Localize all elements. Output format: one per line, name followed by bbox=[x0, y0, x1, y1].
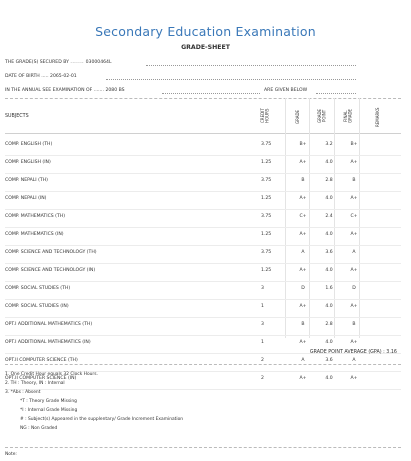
credit-hours: 1.25 bbox=[261, 160, 272, 165]
grade-point: 2.4 bbox=[325, 214, 333, 219]
header-subjects: SUBJECTS bbox=[5, 114, 29, 119]
header-credit-hours: CREDIT HOURS bbox=[260, 108, 270, 124]
grade: B bbox=[301, 322, 305, 327]
grade: A+ bbox=[299, 376, 307, 381]
note-line: 1. One Credit Hour equals 32 Clock Hours. bbox=[5, 372, 98, 377]
table-row bbox=[5, 317, 401, 336]
grade: A+ bbox=[299, 304, 307, 309]
secured-by-value: 03000464L bbox=[85, 60, 112, 65]
grade: A bbox=[301, 358, 305, 363]
header-remarks: REMARKS bbox=[375, 107, 380, 127]
subject-name: OPT.II COMPUTER SCIENCE (TH) bbox=[5, 358, 78, 363]
subject-name: OPT.I ADDITIONAL MATHEMATICS (TH) bbox=[5, 322, 93, 327]
subject-name: COMP. NEPALI (IN) bbox=[5, 196, 47, 201]
grade: C+ bbox=[299, 214, 307, 219]
notes-top-rule bbox=[5, 364, 401, 365]
exam-dots bbox=[162, 93, 260, 94]
subject-name: COMP. SCIENCE AND TECHNOLOGY (IN) bbox=[5, 268, 96, 273]
credit-hours: 1.25 bbox=[261, 232, 272, 237]
table-row bbox=[5, 227, 401, 246]
table-row bbox=[5, 299, 401, 318]
subject-name: COMP. NEPALI (TH) bbox=[5, 178, 48, 183]
grade-point: 3.6 bbox=[325, 250, 333, 255]
table-top-rule bbox=[5, 98, 401, 99]
subject-name: COMP. SOCIAL STUDIES (IN) bbox=[5, 304, 69, 309]
grade-sheet-subtitle: GRADE-SHEET bbox=[181, 44, 230, 51]
secured-by-dots bbox=[146, 65, 356, 66]
note-label: Note: bbox=[5, 452, 17, 457]
grade: A+ bbox=[299, 268, 307, 273]
final-grade: A+ bbox=[350, 268, 358, 273]
grade-point: 4.0 bbox=[325, 268, 333, 273]
grade-point: 4.0 bbox=[325, 232, 333, 237]
grade: B+ bbox=[299, 142, 307, 147]
credit-hours: 2 bbox=[261, 358, 264, 363]
exam-suffix: ARE GIVEN BELOW bbox=[264, 88, 308, 93]
subject-name: COMP. SCIENCE AND TECHNOLOGY (TH) bbox=[5, 250, 97, 255]
grade: B bbox=[301, 178, 305, 183]
grade: A+ bbox=[299, 232, 307, 237]
credit-hours: 1 bbox=[261, 304, 264, 309]
final-grade: A+ bbox=[350, 160, 358, 165]
table-row bbox=[5, 191, 401, 210]
grade-point: 3.2 bbox=[325, 142, 333, 147]
dob-line: DATE OF BIRTH ..... 2065-02-01 bbox=[5, 74, 77, 79]
note-line: *T : Theory Grade Missing bbox=[20, 399, 77, 404]
table-row bbox=[5, 353, 401, 372]
credit-hours: 1.25 bbox=[261, 196, 272, 201]
header-grade: GRADE bbox=[295, 109, 300, 125]
note-line: 2. TH : Theory, IN : Internal bbox=[5, 381, 65, 386]
final-grade: D bbox=[352, 286, 356, 291]
subject-name: OPT.II COMPUTER SCIENCE (IN) bbox=[5, 376, 77, 381]
grade: A bbox=[301, 250, 305, 255]
final-grade: A+ bbox=[350, 304, 358, 309]
table-row bbox=[5, 245, 401, 264]
subject-name: COMP. MATHEMATICS (TH) bbox=[5, 214, 66, 219]
gpa-summary: GRADE POINT AVERAGE (GPA) : 3.16 bbox=[309, 350, 397, 355]
table-row bbox=[5, 173, 401, 192]
grade: A+ bbox=[299, 340, 307, 345]
final-grade: C+ bbox=[350, 214, 358, 219]
credit-hours: 2 bbox=[261, 376, 264, 381]
secured-by-line: THE GRADE(S) SECURED BY ....... 03000464L bbox=[5, 60, 112, 65]
subject-name: COMP. ENGLISH (TH) bbox=[5, 142, 53, 147]
subject-name: COMP. ENGLISH (IN) bbox=[5, 160, 51, 165]
note-line: *I : Internal Grade Missing bbox=[20, 408, 78, 413]
exam-line: IN THE ANNUAL SEE EXAMINATION OF ....... 2080 BS bbox=[5, 88, 125, 93]
grade-point: 1.6 bbox=[325, 286, 333, 291]
dob-dots bbox=[106, 79, 356, 80]
final-grade: A+ bbox=[350, 376, 358, 381]
exam-value: 2080 BS bbox=[105, 88, 125, 93]
final-grade: A+ bbox=[350, 340, 358, 345]
subject-name: COMP. MATHEMATICS (IN) bbox=[5, 232, 64, 237]
credit-hours: 1 bbox=[261, 340, 264, 345]
credit-hours: 3 bbox=[261, 286, 264, 291]
dob-label: DATE OF BIRTH bbox=[5, 74, 40, 79]
credit-hours: 3.75 bbox=[261, 142, 272, 147]
subject-name: OPT.I ADDITIONAL MATHEMATICS (IN) bbox=[5, 340, 91, 345]
table-row bbox=[5, 155, 401, 174]
grade-point: 4.0 bbox=[325, 340, 333, 345]
note-line: # : Subject(s) Appeared in the supplentary/ Grade Increment Examination bbox=[20, 417, 184, 422]
grade-point: 3.6 bbox=[325, 358, 333, 363]
final-grade: A+ bbox=[350, 196, 358, 201]
final-grade: B bbox=[352, 178, 356, 183]
header-grade-point: GRADE POINT bbox=[317, 108, 327, 124]
grade-point: 4.0 bbox=[325, 304, 333, 309]
credit-hours: 3.75 bbox=[261, 250, 272, 255]
note-line: 3. *Abs : Absent bbox=[5, 390, 41, 395]
grade-point: 4.0 bbox=[325, 160, 333, 165]
final-grade: A bbox=[352, 358, 356, 363]
header-bottom-rule bbox=[5, 133, 401, 134]
credit-hours: 1.25 bbox=[261, 268, 272, 273]
final-grade: A+ bbox=[350, 232, 358, 237]
grade: D bbox=[301, 286, 305, 291]
dob-value: 2065-02-01 bbox=[50, 74, 77, 79]
credit-hours: 3.75 bbox=[261, 178, 272, 183]
grade-point: 4.0 bbox=[325, 376, 333, 381]
secured-by-label: THE GRADE(S) SECURED BY bbox=[5, 60, 69, 65]
credit-hours: 3 bbox=[261, 322, 264, 327]
grade-point: 2.8 bbox=[325, 178, 333, 183]
exam-suffix-dots bbox=[316, 93, 356, 94]
table-row bbox=[5, 263, 401, 282]
grade-point: 4.0 bbox=[325, 196, 333, 201]
header-final-grade: FINAL GRADE bbox=[343, 108, 353, 124]
credit-hours: 3.75 bbox=[261, 214, 272, 219]
grade-point: 2.8 bbox=[325, 322, 333, 327]
table-row bbox=[5, 209, 401, 228]
table-row bbox=[5, 137, 401, 156]
grade: A+ bbox=[299, 196, 307, 201]
subject-name: COMP. SOCIAL STUDIES (TH) bbox=[5, 286, 71, 291]
table-row bbox=[5, 281, 401, 300]
final-grade: A bbox=[352, 250, 356, 255]
exam-label: IN THE ANNUAL SEE EXAMINATION OF bbox=[5, 88, 93, 93]
final-grade: B+ bbox=[350, 142, 358, 147]
notes-bottom-rule bbox=[5, 447, 401, 448]
grade: A+ bbox=[299, 160, 307, 165]
exam-title: Secondary Education Examination bbox=[95, 24, 316, 39]
note-line: NG : Non Graded bbox=[20, 426, 58, 431]
final-grade: B bbox=[352, 322, 356, 327]
